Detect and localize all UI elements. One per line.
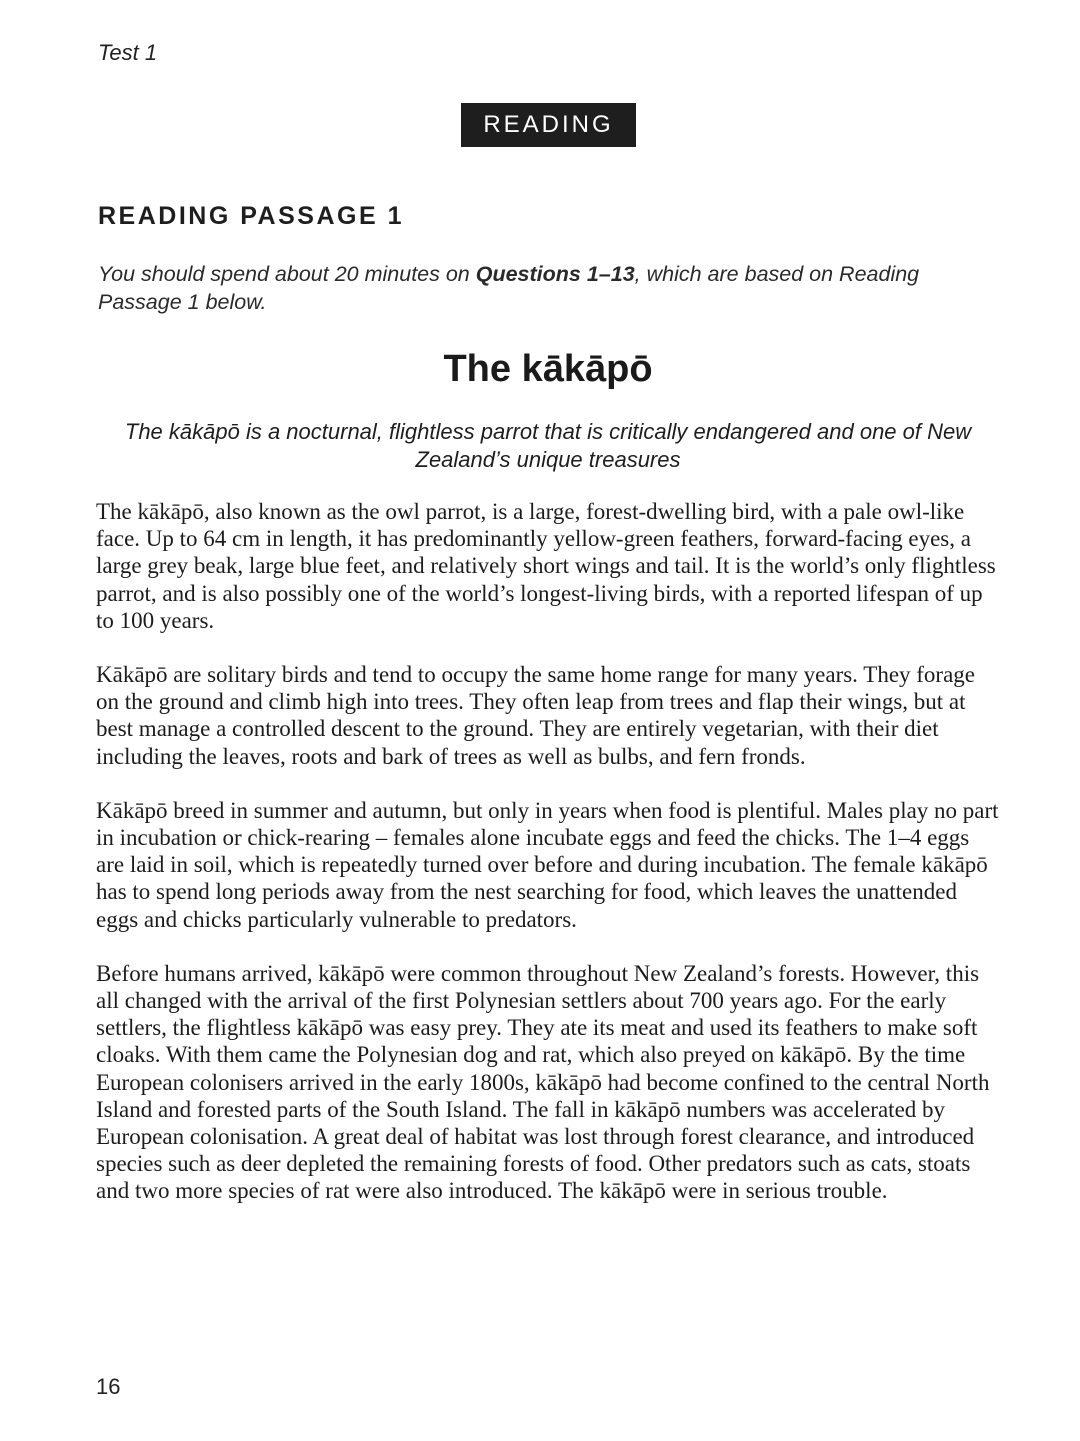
page-number: 16 [96,1374,121,1399]
instructions [98,260,988,316]
article-paragraph-1: The kākāpō, also known as the owl parrot, is a large, forest-dwelling bird, with a pale owl-like face. Up to 64 cm in length, it has predominantly yellow-green feathers, forward-facing eyes, a large grey beak, large blue feet, and relatively short wings and tail. It is the world’s only flightless parrot, and is also possibly one of the world’s longest-living birds, with a reported lifespan of up to 100 years. [96,499,996,633]
instructions-text-after: , which are based on Reading Passage 1 below. [98,262,920,314]
article-paragraph-2: Kākāpō are solitary birds and tend to occupy the same home range for many years. They forage on the ground and climb high into trees. They often leap from trees and flap their wings, but at best manage a controlled descent to the ground. They are entirely vegetarian, with their diet including the leaves, roots and bark of trees as well as bulbs, and fern fronds. [96,662,976,769]
section-label-badge: READING [461,103,636,147]
article-subtitle: The kākāpō is a nocturnal, flightless parrot that is critically endangered and one of New Zealand’s unique treasures [124,419,972,472]
instructions-text-before: You should spend about 20 minutes on [98,262,476,286]
running-head: Test 1 [98,40,158,65]
instructions-questions-range: Questions 1–13 [475,262,635,286]
article-paragraph-3: Kākāpō breed in summer and autumn, but only in years when food is plentiful. Males play no part in incubation or chick-rearing – females alone incubate eggs and feed the chicks. The 1–4 eggs are laid in soil, which is repeatedly turned over before and during incubation. The female kākāpō has to spend long periods away from the nest searching for food, which leaves the unattended eggs and chicks particularly vulnerable to predators. [96,797,999,932]
article-title: The kākāpō [443,348,653,390]
passage-heading: READING PASSAGE 1 [98,202,404,230]
article-body [96,498,1000,1232]
article-paragraph-4: Before humans arrived, kākāpō were common throughout New Zealand’s forests. However, this all changed with the arrival of the first Polynesian settlers about 700 years ago. For the early settlers, the flightless kākāpō was easy prey. They ate its meat and used its feathers to make soft cloaks. With them came the Polynesian dog and rat, which also preyed on kākāpō. By the time European colonisers arrived in the early 1800s, kākāpō had become confined to the central North Island and forested parts of the South Island. The fall in kākāpō numbers was accelerated by European colonisation. A great deal of habitat was lost through forest clearance, and introduced species such as deer depleted the remaining forests of food. Other predators such as cats, stoats and two more species of rat were also introduced. The kākāpō were in serious trouble. [96,960,990,1204]
